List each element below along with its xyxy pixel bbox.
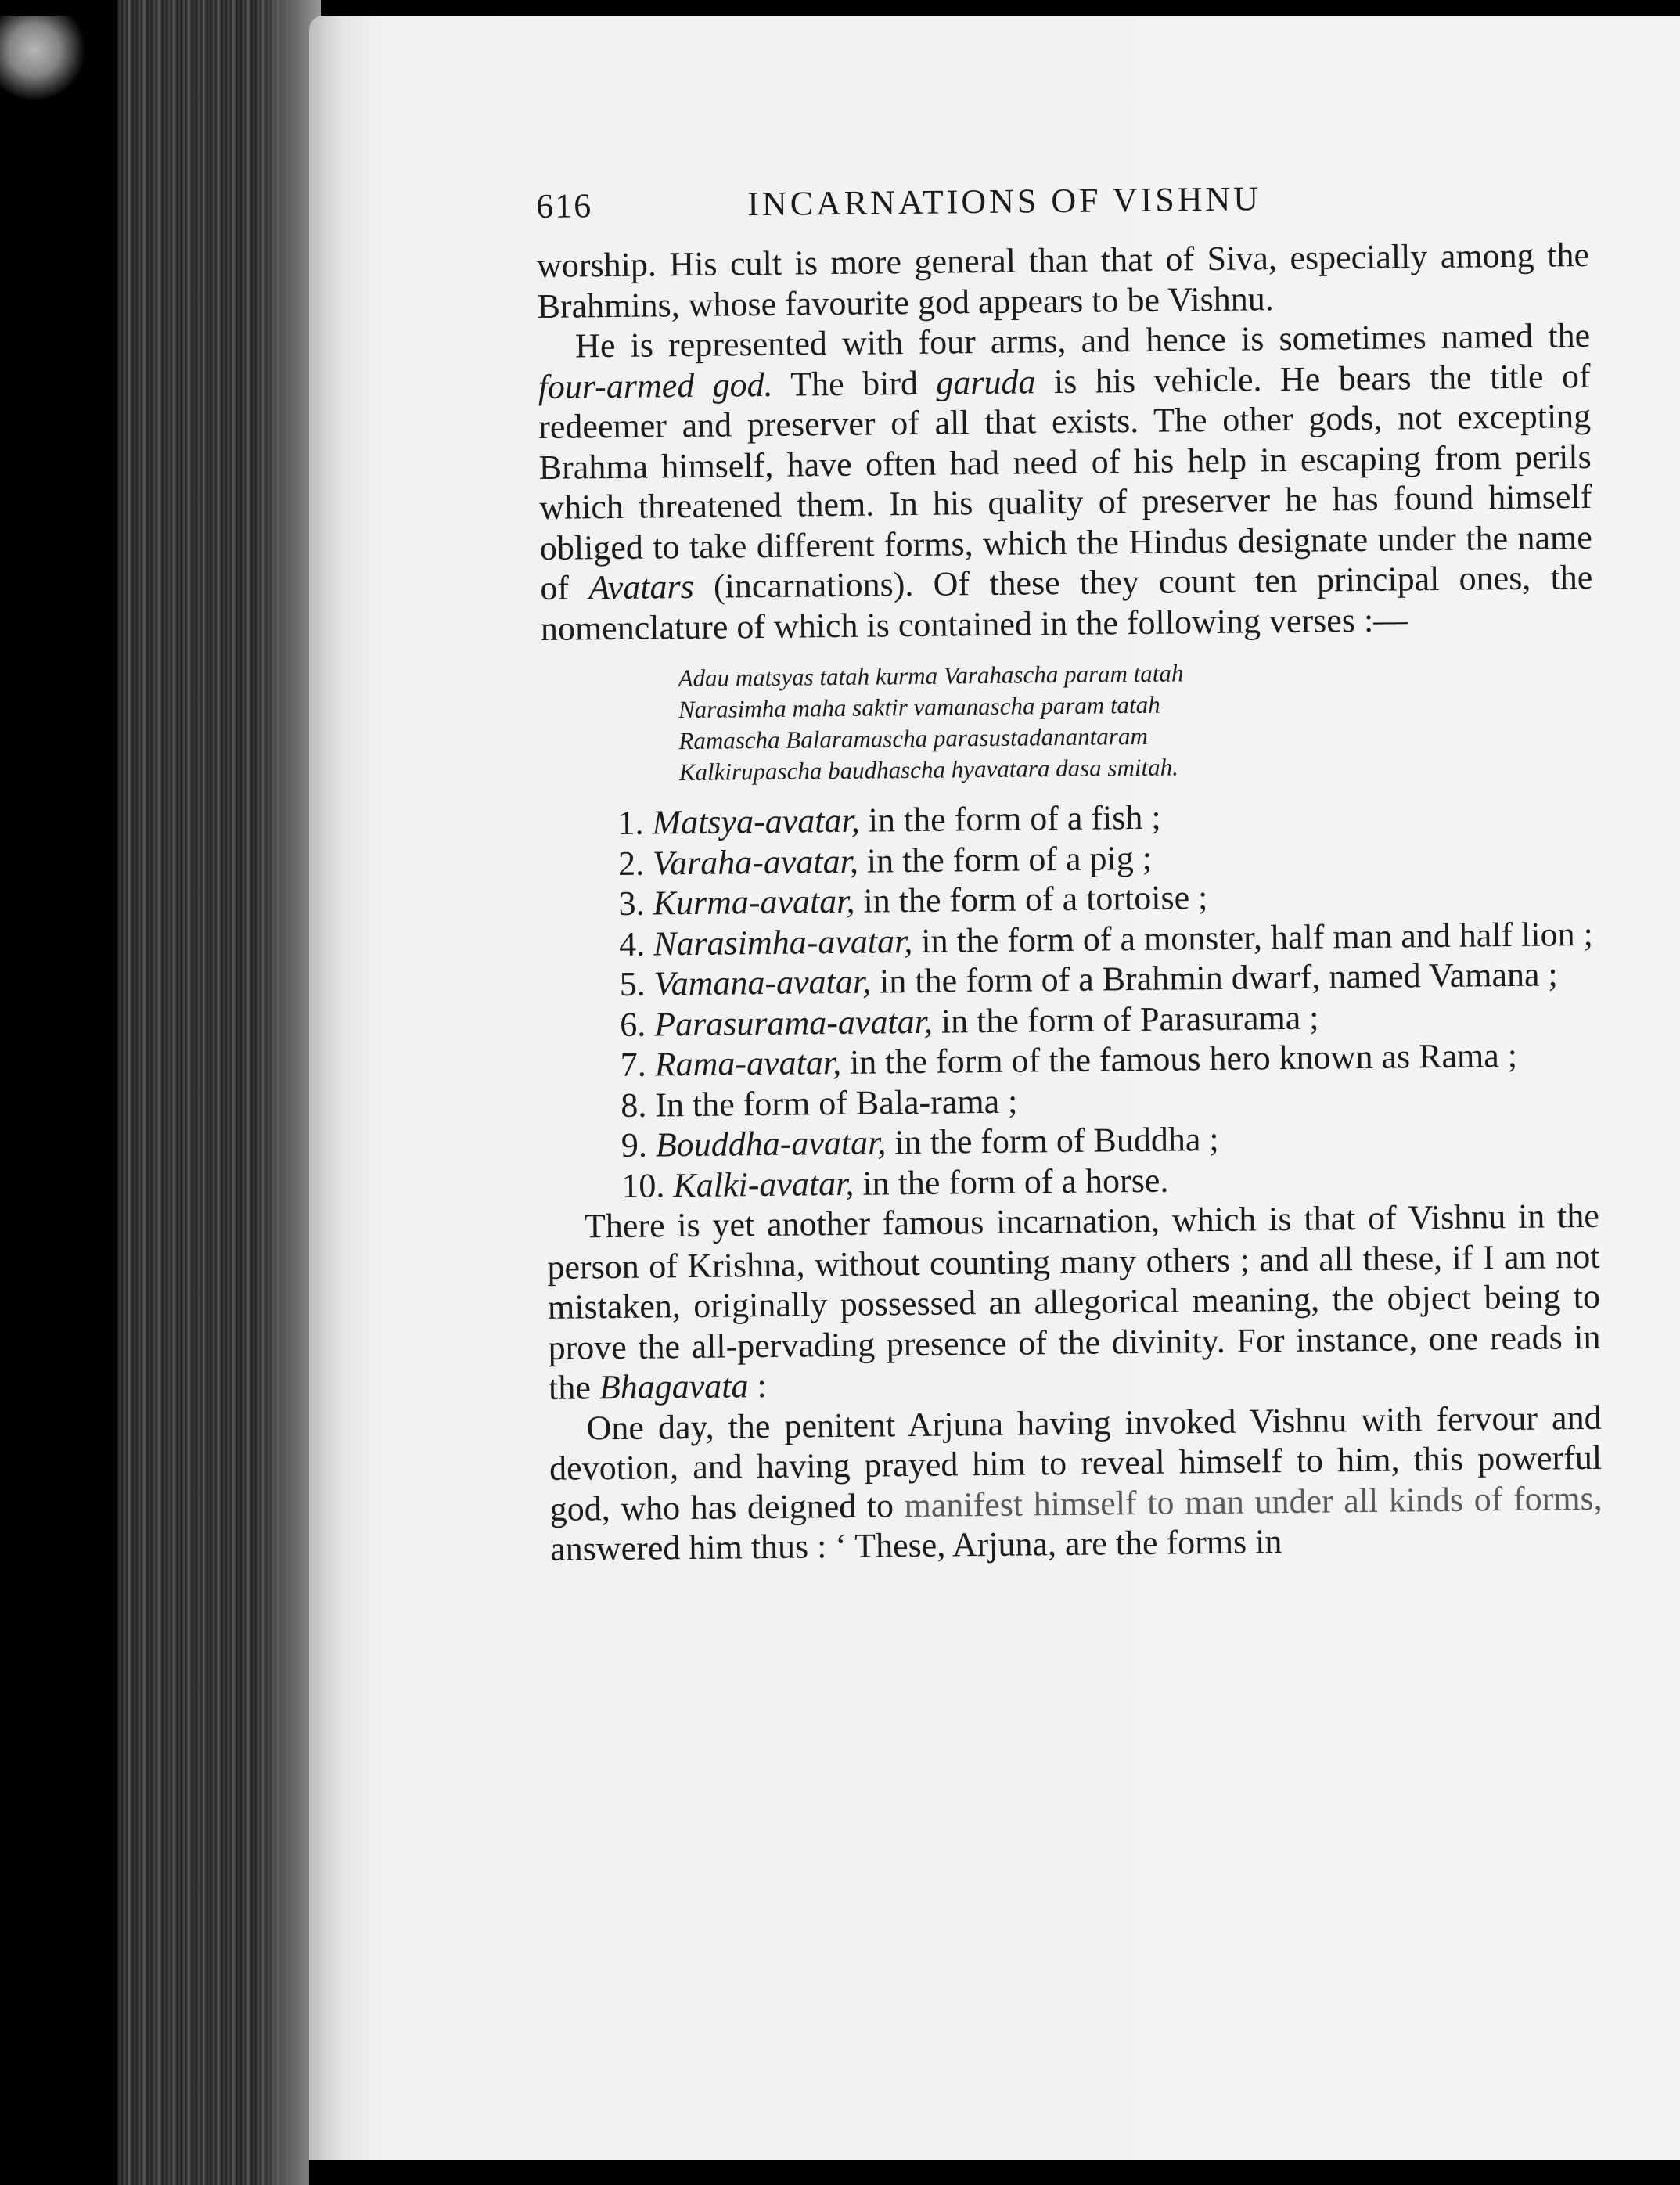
paragraph-four-arms: He is represented with four arms, and hence is sometimes named the four-armed god. The bird garuda is his vehicle. He bears the title of redeemer and preserver of all that exists. The other gods, not excepting Brahma himself, have often had need of his help in escaping from perils which threatened them. In his quality of preserver he has found himself obliged to take different forms, which the Hindus designate under the name of Avatars (incarnations). Of these they count ten principal ones, the nomenclature of which is contained in the following verses :— xyxy=(538,315,1593,648)
running-title: INCARNATIONS OF VISHNU xyxy=(746,179,1262,224)
sanskrit-verse xyxy=(678,653,1595,788)
page-number: 616 xyxy=(536,186,593,225)
list-item: 1. Matsya-avatar, in the form of a fish ; xyxy=(617,797,1161,842)
list-item: 4. Narasimha-avatar, in the form of a monster, half man and half lion ; xyxy=(618,914,1594,963)
running-header xyxy=(536,175,1589,241)
verse-line: Adau matsyas tatah kurma Varahascha param tatah xyxy=(678,659,1184,693)
scan-bottom-edge xyxy=(309,2160,1680,2185)
list-item: 8. In the form of Bala-rama ; xyxy=(621,1082,1018,1125)
verse-line: Narasimha maha saktir vamanascha param tatah xyxy=(678,690,1160,724)
avatar-list xyxy=(542,793,1599,1207)
paragraph-arjuna: One day, the penitent Arjuna having invoked Vishnu with fervour and devotion, and having prayed him to reveal himself to him, this powerful god, who has deigned to manifest himself to man under all kinds of forms, answered him thus : ‘ These, Arjuna, are the forms in xyxy=(549,1398,1603,1568)
paragraph-krishna: There is yet another famous incarnation, which is that of Vishnu in the person of Krishna, without counting many others ; and all these, if I am not mistaken, originally possessed an allegorical meaning, the object being to prove the all-pervading presence of the divinity. For instance, one reads in the Bhagavata : xyxy=(547,1196,1601,1407)
list-item: 9. Bouddha-avatar, in the form of Buddha ; xyxy=(621,1119,1219,1164)
list-item: 10. Kalki-avatar, in the form of a horse. xyxy=(621,1161,1169,1205)
list-item: 5. Vamana-avatar, in the form of a Brahmin dwarf, named Vamana ; xyxy=(619,955,1559,1003)
page-text xyxy=(536,175,1603,1569)
list-item: 6. Parasurama-avatar, in the form of Parasurama ; xyxy=(619,998,1319,1044)
list-item: 3. Kurma-avatar, in the form of a tortoise ; xyxy=(618,878,1208,923)
verse-line: Ramascha Balaramascha parasustadanantaram xyxy=(678,722,1148,755)
list-item: 7. Rama-avatar, in the form of the famous hero known as Rama ; xyxy=(620,1035,1518,1084)
scan-smudge xyxy=(0,16,86,102)
list-item: 2. Varaha-avatar, in the form of a pig ; xyxy=(617,838,1153,883)
paragraph-continued: worship. His cult is more general than that of Siva, especially among the Brahmins, whose favourite god appears to be Vishnu. xyxy=(536,235,1590,326)
verse-line: Kalkirupascha baudhascha hyavatara dasa smitah. xyxy=(678,753,1179,787)
